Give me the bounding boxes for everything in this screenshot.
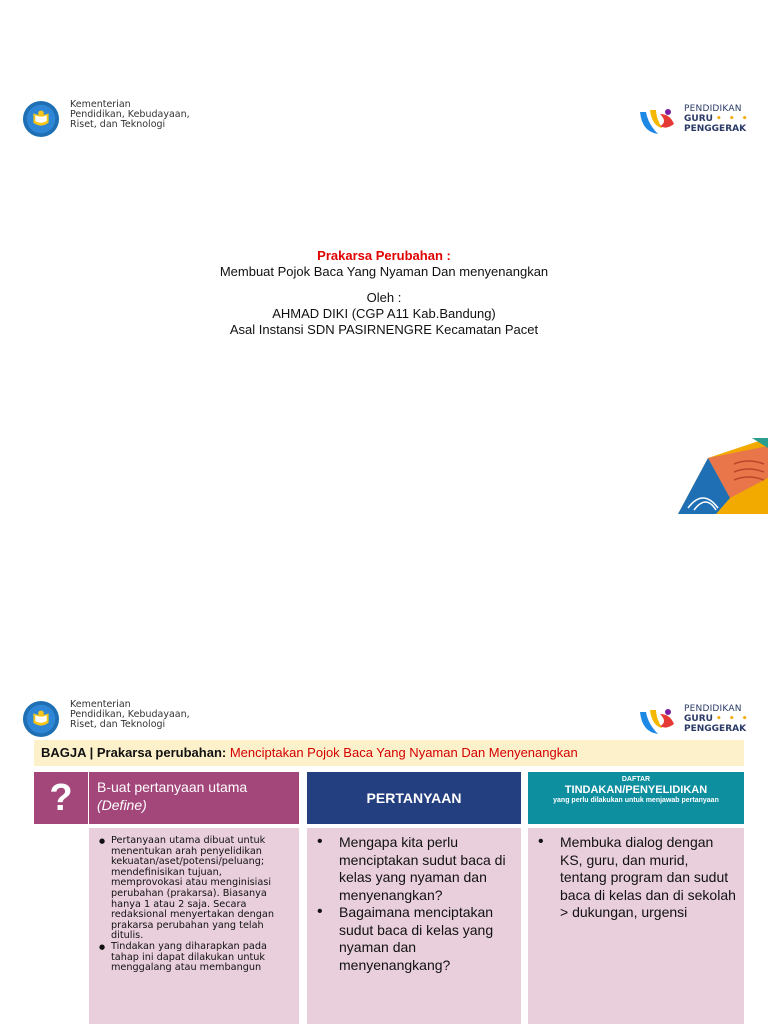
program-line-1: PENDIDIKAN [684,704,742,714]
program-line-2: GURU [684,114,713,124]
by-label: Oleh : [366,290,402,305]
bagja-label: BAGJA | Prakarsa perubahan: [41,745,227,760]
bagja-title: Menciptakan Pojok Baca Yang Nyaman Dan Menyenangkan [229,745,578,760]
question-mark-icon: ? [34,772,88,824]
ministry-line-3: Riset, dan Teknologi [70,719,166,730]
list-item: ● Tindakan yang diharapkan pada tahap ini dapat dilakukan untuk menggalang atau membangun [99,942,291,974]
ministry-name [70,700,190,730]
define-subtitle: (Define) [97,797,147,813]
bagja-title-bar [34,740,744,766]
define-content [89,828,299,1024]
program-name [684,704,749,734]
list-item: • Bagaimana menciptakan sudut baca di kelas yang nyaman dan menyenangkang? [317,904,513,974]
tindakan-content [528,828,744,1024]
slide-title: Prakarsa Perubahan : [317,248,451,263]
pertanyaan-header: PERTANYAAN [307,772,521,824]
program-line-1: PENDIDIKAN [684,104,742,114]
tindakan-top: DAFTAR [621,776,651,783]
tindakan-header [528,772,744,824]
ministry-line-2: Pendidikan, Kebudayaan, [70,109,190,120]
title-block [0,248,768,338]
guru-penggerak-logo-icon [636,104,680,138]
ministry-line-1: Kementerian [70,699,131,710]
list-item: • Mengapa kita perlu menciptakan sudut baca di kelas yang nyaman dan menyenangkan? [317,834,513,904]
tindakan-sub: yang perlu dilakukan untuk menjawab pertanyaan [553,797,719,804]
program-line-2: GURU [684,714,713,724]
program-dots: • • • [715,714,750,724]
kemendikbud-logo-icon [22,700,60,738]
list-item: ● Pertanyaan utama dibuat untuk menentukan arah penyelidikan kekuatan/aset/potensi/peluang; mendefinisikan tujuan, memprovokasi atau menginisiasi perubahan (prakarsa). Biasanya hanya 1 atau 2 saja. Secara redaksional menyertakan dengan prakarsa perubahan yang telah ditulis. [99,836,291,942]
guru-penggerak-logo-icon [636,704,680,738]
program-line-3: PENGGERAK [684,724,747,734]
ministry-name [70,100,190,130]
ministry-line-3: Riset, dan Teknologi [70,119,166,130]
pertanyaan-content [307,828,521,1024]
tindakan-title: TINDAKAN/PENYELIDIKAN [564,784,708,796]
institution: Asal Instansi SDN PASIRNENGRE Kecamatan Pacet [229,322,539,337]
define-header [89,772,299,824]
ministry-line-1: Kementerian [70,99,131,110]
kemendikbud-logo-icon [22,100,60,138]
slide-subtitle: Membuat Pojok Baca Yang Nyaman Dan menyenangkan [219,264,549,279]
program-name [684,104,749,134]
define-title: B-uat pertanyaan utama [97,779,248,795]
list-item: • Membuka dialog dengan KS, guru, dan murid, tentang program dan sudut baca di kelas dan di sekolah > dukungan, urgensi [538,834,736,922]
ministry-line-2: Pendidikan, Kebudayaan, [70,709,190,720]
program-dots: • • • [715,114,750,124]
title-slide [0,82,768,514]
author-name: AHMAD DIKI (CGP A11 Kab.Bandung) [272,306,496,321]
decorative-shape-icon [668,438,768,514]
program-line-3: PENGGERAK [684,124,747,134]
bagja-slide [0,682,768,1024]
